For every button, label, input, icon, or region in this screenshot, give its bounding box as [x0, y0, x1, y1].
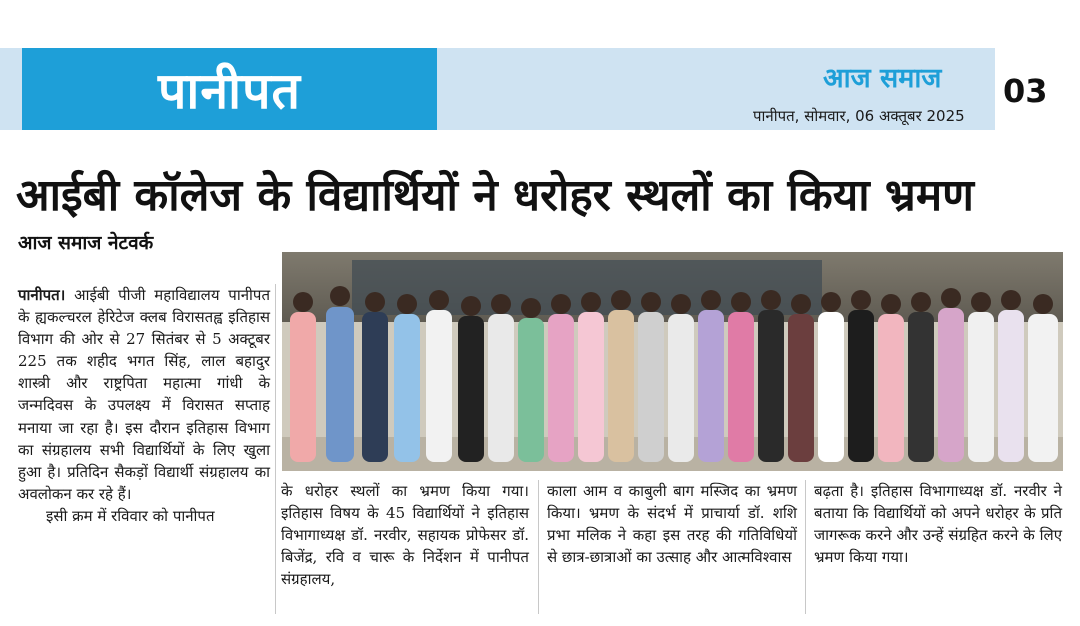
column-rule-2	[538, 480, 539, 614]
section-city-box	[22, 48, 437, 130]
article-byline: आज समाज नेटवर्क	[18, 232, 154, 254]
page-number: 03	[1003, 72, 1048, 110]
article-column-3: काला आम व काबुली बाग मस्जिद का भ्रमण किया। भ्रमण के संदर्भ में प्राचार्या डॉ. शशि प्रभा मलिक ने कहा इस तरह की गतिविधियों से छात्र-छात्राओं का उत्साह और आत्मविश्वास	[547, 482, 797, 567]
article-column-1	[18, 284, 270, 527]
group-photo	[282, 252, 1063, 471]
article-dateline-word: पानीपत।	[18, 286, 66, 304]
article-column-2: के धरोहर स्थलों का भ्रमण किया गया। इतिहास विषय के 45 विद्यार्थियों ने इतिहास विभागाध्यक्ष डॉ. नरवीर, सहायक प्रोफेसर डॉ. बिजेंद्र, रवि व चारू के निर्देशन में पानीपत संग्रहालय,	[281, 482, 529, 589]
issue-dateline: पानीपत, सोमवार, 06 अक्तूबर 2025	[753, 107, 965, 125]
section-city-label: पानीपत	[158, 62, 301, 120]
newspaper-name: आज समाज	[823, 63, 942, 94]
article-paragraph-1	[18, 284, 270, 505]
article-headline: आईबी कॉलेज के विद्यार्थियों ने धरोहर स्थलों का किया भ्रमण	[16, 170, 974, 221]
column-rule-1	[275, 284, 276, 614]
group-photo-illustration	[282, 252, 1063, 471]
article-paragraph-2: इसी क्रम में रविवार को पानीपत	[46, 506, 215, 525]
column-rule-3	[805, 480, 806, 614]
article-paragraph-1-text: आईबी पीजी महाविद्यालय पानीपत के ह्यकल्चरल हेरिटेज क्लब विरासतह्व इतिहास विभाग की ओर से 27 सितंबर से 5 अक्टूबर 225 तक शहीद भगत सिंह, लाल बहादुर शास्त्री और राष्ट्रपिता महात्मा गांधी के जन्मदिवस के उपलक्ष्य में विरासत सप्ताह मनाया जा रहा है। इस दौरान इतिहास विभाग का संग्रहालय सभी विद्यार्थियों के लिए खुला हुआ है। प्रतिदिन सैकड़ों विद्यार्थी संग्रहालय का अवलोकन कर रहे हैं।	[18, 286, 270, 503]
students-group	[290, 307, 1058, 462]
article-column-4: बढ़ता है। इतिहास विभागाध्यक्ष डॉ. नरवीर ने बताया कि विद्यार्थियों को अपने धरोहर के प्रति जागरूक करने और उन्हें संग्रहित करने के लिए भ्रमण किया गया।	[814, 482, 1062, 567]
